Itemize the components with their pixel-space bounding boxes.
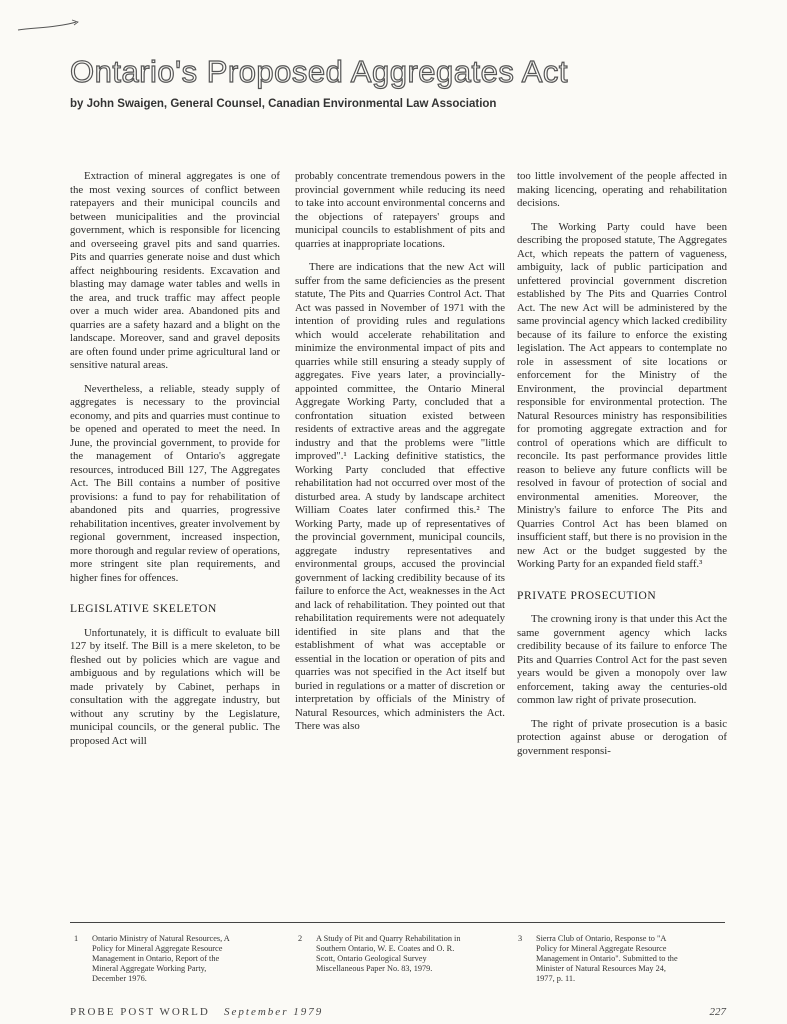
article-title: Ontario's Proposed Aggregates Act [70, 54, 569, 89]
paragraph: probably concentrate tremendous powers in the provincial government while reducing its need to take into account environmental concerns and the objections of ratepayers' groups and municipal councils to establishment of pits and quarries at inappropriate locations. [295, 170, 505, 250]
paragraph: There are indications that the new Act will suffer from the same deficiencies as the present statute, The Pits and Quarries Control Act. That Act was passed in November of 1971 with the intention of providing rules and regulations which would accelerate rehabilitation and minimize the environmental impact of pits and quarries while still ensuring a steady supply of aggregates. Five years later, a provincially-appointed committee, the Ontario Mineral Aggregate Working Party, concluded that a confrontation situation existed between residents of extractive areas and the aggregate industry and that the problems were "little improved".¹ Lacking definitive statistics, the Working Party concluded that effective rehabilitation had not occurred over most of the disturbed area. A study by landscape architect William Coates later confirmed this.² The Working Party, made up of representatives of the provincial government, municipal councils, aggregate industry representatives and environmental groups, accused the provincial government of lacking credibility because of its failure to enforce the Act, weaknesses in the Act and lack of rehabilitation. They pointed out that rehabilitation requirements were not adequately identified in site plans and that the establishment of what was acceptable or essential in the location or operation of pits and quarries was not specified in the Act itself but buried in regulations or a matter of discretion or interpretation by officials of the Ministry of Natural Resources, which administers the Act. There was also [295, 261, 505, 732]
footnote-text: Sierra Club of Ontario, Response to "A Policy for Mineral Aggregate Resource Management in Ontario". Submitted to the Minister of Natural Resources May 24, 1977, p. 11. [536, 934, 678, 983]
paragraph: Extraction of mineral aggregates is one of the most vexing sources of conflict between ratepayers and their municipal councils and between municipalities and the provincial government, which is responsible for licencing and overseeing gravel pits and sand quarries. Pits and quarries generate noise and dust which affect neighbouring residents. Excavation and blasting may damage water tables and wells in the area, and truck traffic may affect people over a much wider area. Abandoned pits and quarries are a safety hazard and a blight on the landscape. Moreover, sand and gravel deposits are often found under prime agricultural land or sensitive natural areas. [70, 170, 280, 371]
section-heading: PRIVATE PROSECUTION [517, 589, 657, 602]
issue-date: September 1979 [224, 1006, 324, 1018]
page-footer [70, 1006, 730, 1022]
footnote-text: Ontario Ministry of Natural Resources, A Policy for Mineral Aggregate Resource Management in Ontario, Report of the Mineral Aggregate Working Party, December 1976. [92, 934, 230, 983]
paragraph: Nevertheless, a reliable, steady supply of aggregates is necessary to the provincial economy, and pits and quarries must continue to be opened and operated to meet the need. In June, the provincial government, to provide for the management of Ontario's aggregate resources, introduced Bill 127, The Aggregates Act. The Bill contains a number of positive provisions: a fund to pay for rehabilitation of abandoned pits and quarries, progressive rehabilitation incentives, greater involvement by regional government, increased inspection, more thorough and regular review of operations, more stringent site plan requirements, and higher fines for offences. [70, 382, 280, 584]
footnote-text: A Study of Pit and Quarry Rehabilitation in Southern Ontario, W. E. Coates and O. R. Scott, Ontario Geological Survey Miscellaneous Paper No. 83, 1979. [316, 934, 461, 973]
section-heading: LEGISLATIVE SKELETON [70, 603, 217, 615]
footnote-2 [298, 934, 466, 974]
text-column-1 [70, 170, 280, 758]
text-column-2 [295, 170, 505, 744]
paragraph: The crowning irony is that under this Act the same government agency which lacks credibility because of its failure to enforce The Pits and Quarries Control Act for the past seven years would be given a monopoly over law enforcement, taking away the centuries-old common law right of private prosecution. [517, 613, 727, 706]
footnote-3 [518, 934, 686, 984]
footnote-1 [74, 934, 242, 984]
paragraph: too little involvement of the people affected in making licencing, operating and rehabilitation decisions. [517, 170, 727, 209]
footnote-divider [70, 922, 725, 923]
publication-title: PROBE POST WORLD [70, 1006, 210, 1018]
article-byline: by John Swaigen, General Counsel, Canadian Environmental Law Association [70, 98, 497, 110]
paragraph: The Working Party could have been describing the proposed statute, The Aggregates Act, which repeats the pattern of vagueness, ambiguity, lack of public participation and unfettered provincial government discretion established by The Pits and Quarries Control Act. The new Act will be administered by the same provincial agency which lacked credibility because of its failure to enforce the existing legislation. The Act appears to contemplate no role in assessment of site locations or enforcement for the Ministry of the Environment, the provincial department responsible for environmental protection. The Natural Resources ministry has responsibilities for promoting aggregate extraction and for control of operations which are difficult to reconcile. Its past performance provides little reason to believe any future conflicts will be resolved in favour of protection of social and environmental amenities. Moreover, the Ministry's failure to enforce The Pits and Quarries Control Act has been blamed on insufficient staff, but there is no provision in the new Act or the budget suggested by the Working Party for an expanded field staff.³ [517, 220, 727, 570]
footnote-number: 1 [74, 934, 79, 943]
footnote-number: 2 [298, 934, 303, 943]
publication-name [70, 1006, 323, 1018]
pen-mark [16, 16, 80, 36]
paragraph: The right of private prosecution is a basic protection against abuse or derogation of government responsi- [517, 717, 727, 757]
footnote-number: 3 [518, 934, 523, 943]
footnotes [70, 934, 730, 994]
text-column-3 [517, 170, 727, 768]
page-number: 227 [709, 1006, 726, 1018]
paragraph: Unfortunately, it is difficult to evaluate bill 127 by itself. The Bill is a mere skeleton, to be fleshed out by policies which are vague and ambiguous and by regulations which will be made privately by Cabinet, perhaps in consultation with the aggregate industry, but without any scrutiny by the Legislature, municipal councils, or the general public. The proposed Act will [70, 626, 280, 747]
